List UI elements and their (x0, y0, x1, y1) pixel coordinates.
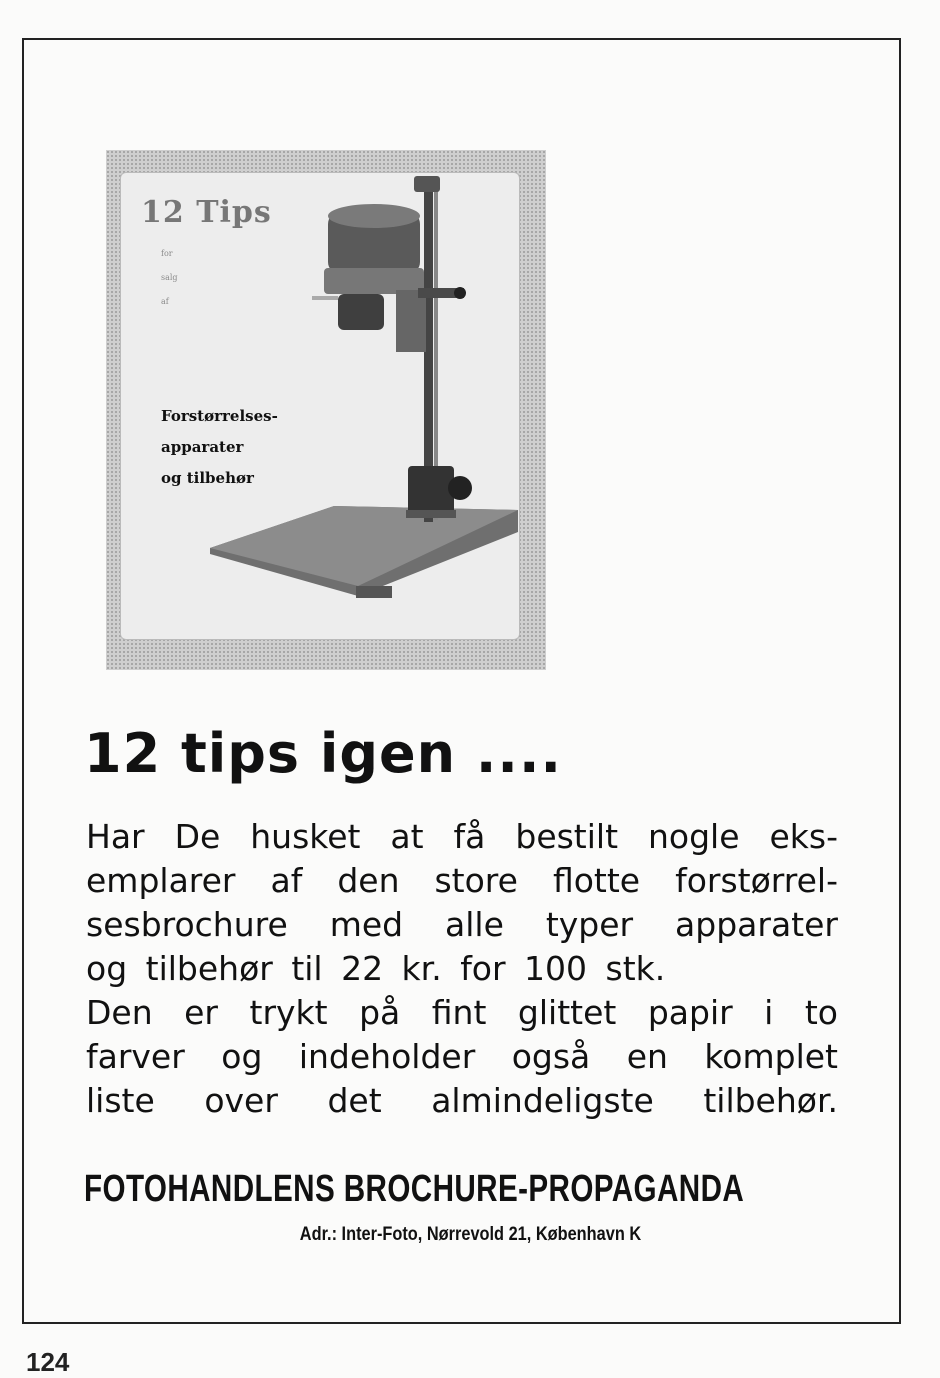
enlarger-knob (448, 476, 472, 500)
enlarger-base-plate (406, 510, 456, 518)
body-line: og tilbehør til 22 kr. for 100 stk. (86, 949, 666, 988)
enlarger-lens (338, 294, 384, 330)
brochure-cover-title: 12 Tips (141, 195, 272, 230)
body-line: sesbrochure med alle typer apparater (86, 905, 838, 944)
enlarger-foot (356, 586, 392, 598)
body-line: farver og indeholder også en komplet (86, 1037, 838, 1076)
enlarger-lever (312, 296, 338, 300)
brochure-photo (106, 150, 546, 670)
headline (84, 722, 562, 785)
body-line: Har De husket at få bestilt nogle eks- (86, 817, 838, 856)
body-line: Den er trykt på fint glittet papir i to (86, 993, 838, 1032)
enlarger-lamp-top (328, 204, 420, 228)
body-text (86, 815, 838, 1123)
brochure-cover-subtitle-line: og tilbehør (161, 469, 254, 487)
brochure-cover-subtitle-line: Forstørrelses- (161, 407, 278, 425)
headline-dots: .... (475, 722, 562, 785)
address-line (0, 1224, 940, 1246)
brochure-cover-small-line: for (161, 249, 173, 258)
brochure-cover-small-line: af (161, 297, 169, 306)
enlarger-bellows (396, 290, 426, 352)
brochure-cover-subtitle-line: apparater (161, 438, 244, 456)
brochure-cover-small-line: salg (161, 273, 178, 282)
body-line: emplarer af den store flotte forstørrel- (86, 861, 838, 900)
address-text: Adr.: Inter-Foto, Nørrevold 21, København K (299, 1224, 641, 1245)
body-line: liste over det almindeligste tilbehør. (86, 1081, 838, 1120)
page-number: 124 (26, 1347, 70, 1377)
headline-text: 12 tips igen (84, 722, 457, 785)
enlarger-column-cap (414, 176, 440, 192)
enlarger-illustration (106, 150, 546, 670)
enlarger-arm-knob (454, 287, 466, 299)
company-name: FOTOHANDLENS BROCHURE-PROPAGANDA (84, 1168, 745, 1210)
enlarger-base-clamp (408, 466, 454, 514)
